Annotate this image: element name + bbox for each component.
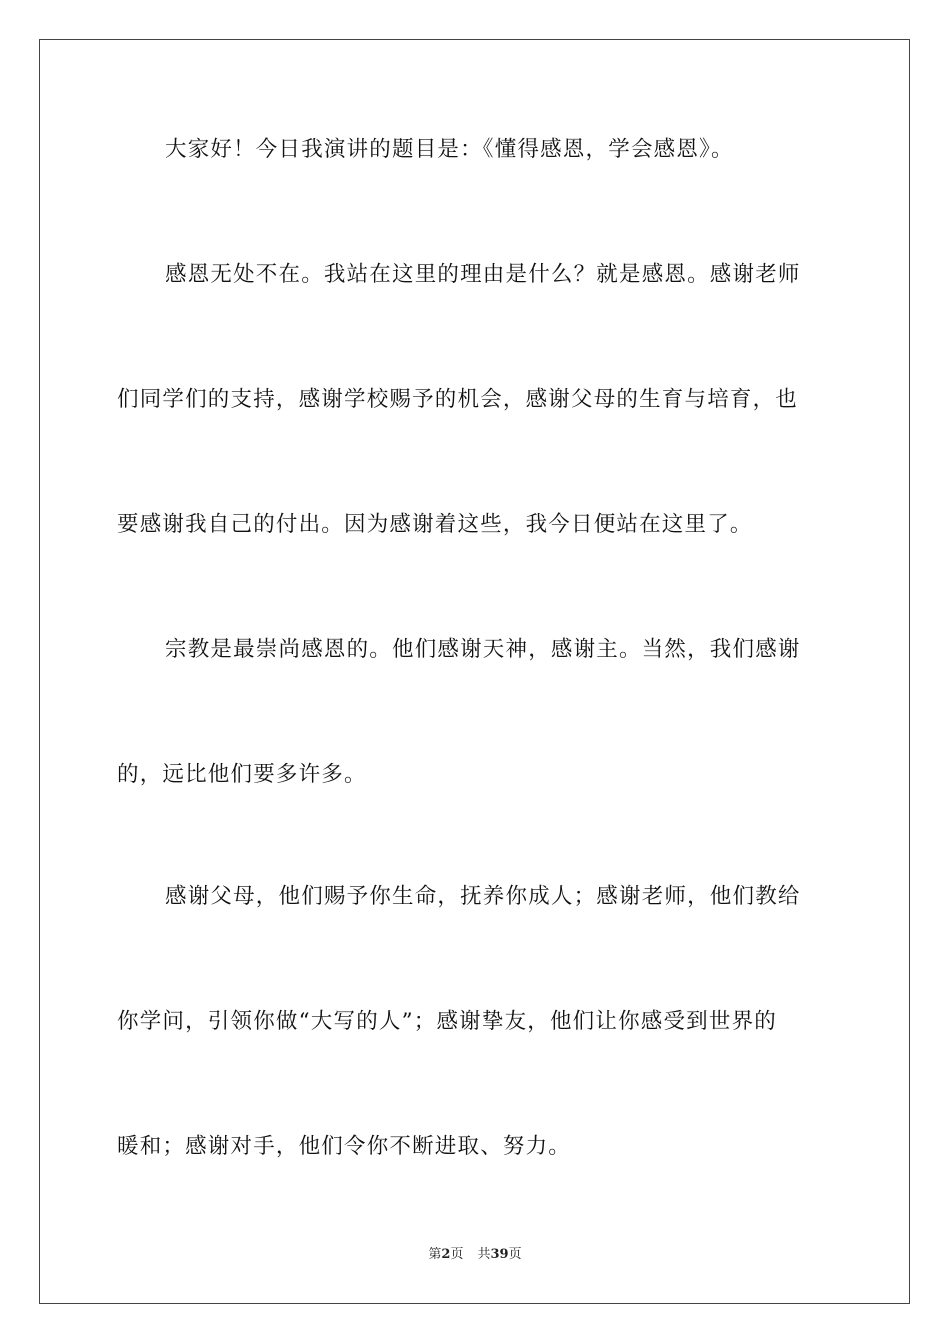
- paragraph-3-line-2: 的，远比他们要多许多。: [117, 762, 367, 787]
- paragraph-4-line-1: 感谢父母，他们赐予你生命，抚养你成人；感谢老师，他们教给: [165, 884, 801, 909]
- paragraph-2-line-1: 感恩无处不在。我站在这里的理由是什么？就是感恩。感谢老师: [165, 262, 801, 287]
- page-border: [39, 39, 910, 1304]
- paragraph-2-line-3: 要感谢我自己的付出。因为感谢着这些，我今日便站在这里了。: [117, 512, 753, 537]
- paragraph-4-line-3: 暖和；感谢对手，他们令你不断进取、努力。: [117, 1134, 572, 1159]
- total-pages-number: 39: [490, 1247, 509, 1262]
- paragraph-2-line-2: 们同学们的支持，感谢学校赐予的机会，感谢父母的生育与培育，也: [117, 387, 799, 412]
- total-label-prefix: 共: [477, 1247, 491, 1262]
- page-label-prefix: 第: [428, 1247, 442, 1262]
- paragraph-4-line-2: 你学问，引领你做“大写的人”；感谢挚友，他们让你感受到世界的: [117, 1009, 777, 1034]
- paragraph-1-line-1: 大家好！今日我演讲的题目是：《懂得感恩，学会感恩》。: [165, 137, 734, 162]
- page-label-suffix: 页: [450, 1247, 464, 1262]
- paragraph-3-line-1: 宗教是最崇尚感恩的。他们感谢天神，感谢主。当然，我们感谢: [165, 637, 801, 662]
- current-page-number: 2: [441, 1247, 451, 1262]
- page-footer: [0, 1246, 950, 1264]
- total-label-suffix: 页: [508, 1247, 522, 1262]
